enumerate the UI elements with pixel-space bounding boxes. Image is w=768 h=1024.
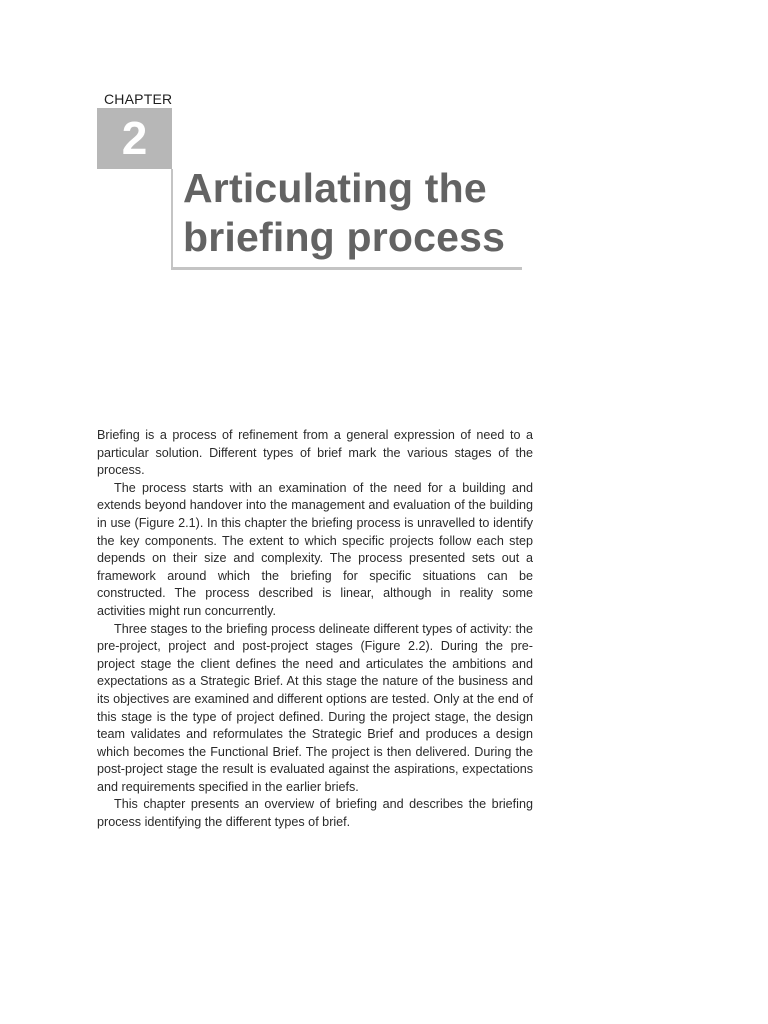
body-text xyxy=(97,427,533,832)
paragraph-1: Briefing is a process of refinement from a general expression of need to a particular solution. Different types of brief mark the various stages of the process. xyxy=(97,428,533,478)
paragraph-2: The process starts with an examination of the need for a building and extends beyond handover into the management and evaluation of the building in use (Figure 2.1). In this chapter the briefing process is unravelled to identify the key components. The extent to which specific projects follow each step depends on their size and complexity. The process presented sets out a framework around which the briefing for specific situations can be constructed. The process described is linear, although in reality some activities might run concurrently. xyxy=(97,480,533,618)
paragraph-4: This chapter presents an overview of briefing and describes the briefing process identifying the different types of brief. xyxy=(97,797,533,830)
chapter-title xyxy=(183,164,528,262)
chapter-number-box: 2 xyxy=(97,108,172,169)
title-rule-vertical xyxy=(171,169,173,269)
chapter-title-line-2: briefing process xyxy=(183,214,506,260)
paragraph-3: Three stages to the briefing process delineate different types of activity: the pre-project, project and post-project stages (Figure 2.2). During the pre-project stage the client defines the need and articulates the ambitions and expectations as a Strategic Brief. At this stage the nature of the business and its objectives are examined and different options are tested. Only at the end of this stage is the type of project defined. During the project stage, the design team validates and reformulates the Strategic Brief and produces a design which becomes the Functional Brief. The project is then delivered. During the post-project stage the result is evaluated against the aspirations, expectations and requirements specified in the earlier briefs. xyxy=(97,621,533,794)
chapter-title-line-1: Articulating the xyxy=(183,165,487,211)
title-rule-horizontal xyxy=(171,267,522,270)
chapter-label: CHAPTER xyxy=(104,91,173,107)
